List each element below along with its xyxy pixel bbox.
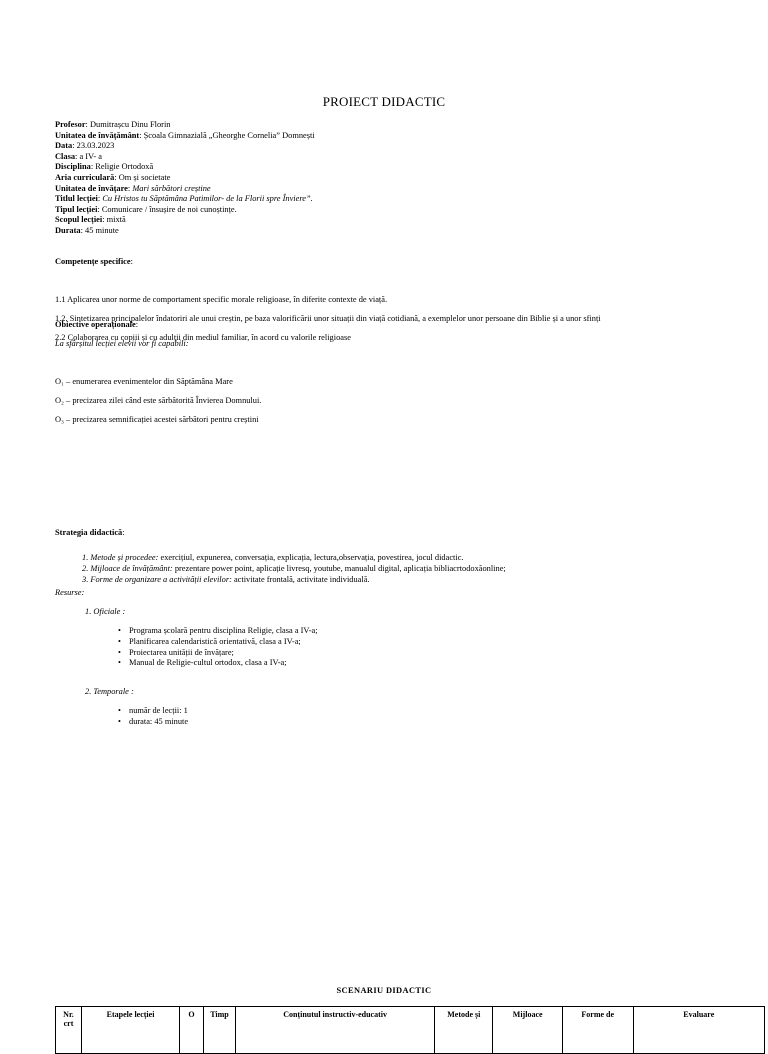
meta-separator: : xyxy=(97,194,103,204)
column-header: Metode și xyxy=(435,1007,493,1054)
obiectiv-item: O₃ – precizarea semnificației acestei sărbători pentru creștini xyxy=(55,414,259,424)
strategie-section: Strategia didactică: 1. Metode și procedee: exercițiul, expunerea, conversația, explicația, lectura,observația, povestirea, jocul didactic. 2. Mijloace de învățământ: prezentare power point, aplicație livresq, youtube, manualul digital, aplicația bibliacrtodoxăonline; 3. Forme de organizare a activității elevilor: activitate frontală, activitate individuală. xyxy=(55,520,715,585)
meta-label: Aria curriculară xyxy=(55,172,115,182)
obiective-heading: Obiective operaționale xyxy=(55,320,136,330)
meta-line xyxy=(55,131,715,142)
obiective-list xyxy=(55,377,715,426)
scenariu-table xyxy=(55,1006,765,1054)
scenariu-header-row xyxy=(56,1007,765,1054)
meta-separator: : xyxy=(97,204,102,214)
meta-separator: : xyxy=(72,141,77,151)
resursa-oficiala-item: • Manual de Religie-cultul ortodox, clasa a IV-a; xyxy=(129,658,715,669)
resursa-temporala-item: • durata: 45 minute xyxy=(129,717,715,728)
meta-value: Cu Hristos tu Săptămâna Patimilor- de la Florii spre Înviere”. xyxy=(102,194,313,204)
meta-label: Data xyxy=(55,141,73,151)
meta-label: Titlul lecției xyxy=(55,194,98,204)
meta-separator: : xyxy=(75,151,80,161)
column-header: Conținutul instructiv-educativ xyxy=(236,1007,435,1054)
meta-separator: : xyxy=(114,172,119,182)
meta-value: Dumitrașcu Dinu Florin xyxy=(89,120,171,129)
column-header: Forme de xyxy=(562,1007,633,1054)
meta-label: Disciplina xyxy=(55,162,91,172)
column-header: Mijloace xyxy=(493,1007,562,1054)
meta-value: Școala Gimnazială „Gheorghe Cornelia” Domnești xyxy=(143,130,315,140)
resursa-temporala-item: • număr de lecții: 1 xyxy=(129,706,715,717)
meta-value: 45 minute xyxy=(85,225,119,235)
resurse-heading: Resurse: xyxy=(55,588,85,598)
meta-label: Profesor xyxy=(55,120,86,129)
meta-separator: : xyxy=(139,130,144,140)
strategie-item xyxy=(82,564,715,575)
meta-separator: : xyxy=(85,120,90,129)
scenariu-title: SCENARIU DIDACTIC xyxy=(336,986,432,995)
lesson-metadata xyxy=(55,120,715,237)
competente-heading: Competențe specifice xyxy=(55,257,131,267)
column-header: Nr. crt xyxy=(56,1007,82,1054)
meta-label: Unitatea de învățare xyxy=(55,183,128,193)
strategie-item-label: 1. Metode și procedee: xyxy=(82,553,159,563)
meta-label: Tipul lecției xyxy=(55,204,98,214)
obiective-intro: La sfârșitul lecției elevii vor fi capabili: xyxy=(55,339,189,349)
meta-value: mixtă xyxy=(106,215,126,225)
meta-value: a IV- a xyxy=(79,151,102,161)
strategie-item-label: 3. Forme de organizare a activității elevilor: xyxy=(82,574,232,584)
strategie-item xyxy=(82,553,715,564)
strategie-item-value: activitate frontală, activitate individuală. xyxy=(231,574,370,584)
meta-line xyxy=(55,194,715,205)
resurse-temporale-label: 2. Temporale : xyxy=(85,687,134,697)
column-header: O xyxy=(180,1007,204,1054)
meta-line xyxy=(55,162,715,173)
oficiale-list xyxy=(55,626,715,668)
resurse-section xyxy=(55,580,715,727)
resurse-oficiale-label: 1. Oficiale : xyxy=(85,607,126,617)
meta-separator: : xyxy=(102,215,107,225)
strategie-item-label: 2. Mijloace de învățământ: xyxy=(82,563,173,573)
strategie-item-value: exercițiul, expunerea, conversația, explicația, lectura,observația, povestirea, jocul didactic. xyxy=(158,553,464,563)
meta-value: 23.03.2023 xyxy=(76,141,115,151)
meta-line xyxy=(55,226,715,237)
obiectiv-item: O₂ – precizarea zilei când este sărbătorită Învierea Domnului. xyxy=(55,395,262,405)
meta-value: Comunicare / însușire de noi cunoștințe. xyxy=(101,204,237,214)
meta-line xyxy=(55,173,715,184)
meta-line xyxy=(55,215,715,226)
competenta-item: 1.2. Sintetizarea principalelor îndatoriri ale unui creștin, pe baza valorificării unor situații din viață cotidiană, a exemplelor unor persoane din Biblie și a unor sfinți xyxy=(55,313,601,323)
obiectiv-item: O₁ – enumerarea evenimentelor din Săptămâna Mare xyxy=(55,376,233,386)
meta-label: Clasa xyxy=(55,151,76,161)
resursa-oficiala-item: • Planificarea calendaristică orientativă, clasa a IV-a; xyxy=(129,637,715,648)
resursa-oficiala-item: • Programa școlară pentru disciplina Religie, clasa a IV-a; xyxy=(129,626,715,637)
meta-label: Durata xyxy=(55,225,81,235)
meta-label: Scopul lecției xyxy=(55,215,103,225)
resursa-oficiala-item: • Proiectarea unității de învățare; xyxy=(129,648,715,659)
competente-section: Competențe specifice: 1.1 Aplicarea unor norme de comportament specific morale religioase, în diferite contexte de viață. 1.2. Sintetizarea principalelor îndatoriri ale unui creștin, pe baza valorificării unor situații din viață cotidiană, a exemplelor unor persoane din Biblie și a unor sfinți 2.2 Colaborarea cu copiii și cu adulții din mediul familiar, în acord cu valorile religioase xyxy=(55,249,715,352)
meta-line xyxy=(55,184,715,195)
meta-value: Mari sărbători creștine xyxy=(132,183,211,193)
column-header: Etapele lecției xyxy=(81,1007,179,1054)
strategie-heading: Strategia didactică xyxy=(55,528,123,538)
meta-line xyxy=(55,141,715,152)
strategie-item-value: prezentare power point, aplicație livresq, youtube, manualul digital, aplicația bibliacrtodoxăonline; xyxy=(172,563,506,573)
meta-line xyxy=(55,205,715,216)
column-header: Evaluare xyxy=(633,1007,764,1054)
obiective-section: Obiective operaționale: La sfârșitul lecției elevii vor fi capabili: O₁ – enumerarea evenimentelor din Săptămâna Mare O₂ – precizarea zilei când este sărbătorită Învierea Domnului. O₃ – precizarea semnificației acestei sărbători pentru creștini xyxy=(55,312,715,434)
meta-value: Om și societate xyxy=(118,172,171,182)
meta-separator: : xyxy=(127,183,133,193)
competenta-item: 2.2 Colaborarea cu copiii și cu adulții din mediul familiar, în acord cu valorile religioase xyxy=(55,332,351,342)
meta-value: Religie Ortodoxă xyxy=(95,162,154,172)
meta-line xyxy=(55,152,715,163)
meta-separator: : xyxy=(90,162,96,172)
document-title: PROIECT DIDACTIC xyxy=(322,94,446,109)
column-header: Timp xyxy=(203,1007,235,1054)
meta-separator: : xyxy=(80,225,86,235)
meta-label: Unitatea de învățământ xyxy=(55,130,140,140)
competenta-item: 1.1 Aplicarea unor norme de comportament specific morale religioase, în diferite contexte de viață. xyxy=(55,294,388,304)
temporale-list xyxy=(55,706,715,727)
meta-line xyxy=(55,120,715,131)
